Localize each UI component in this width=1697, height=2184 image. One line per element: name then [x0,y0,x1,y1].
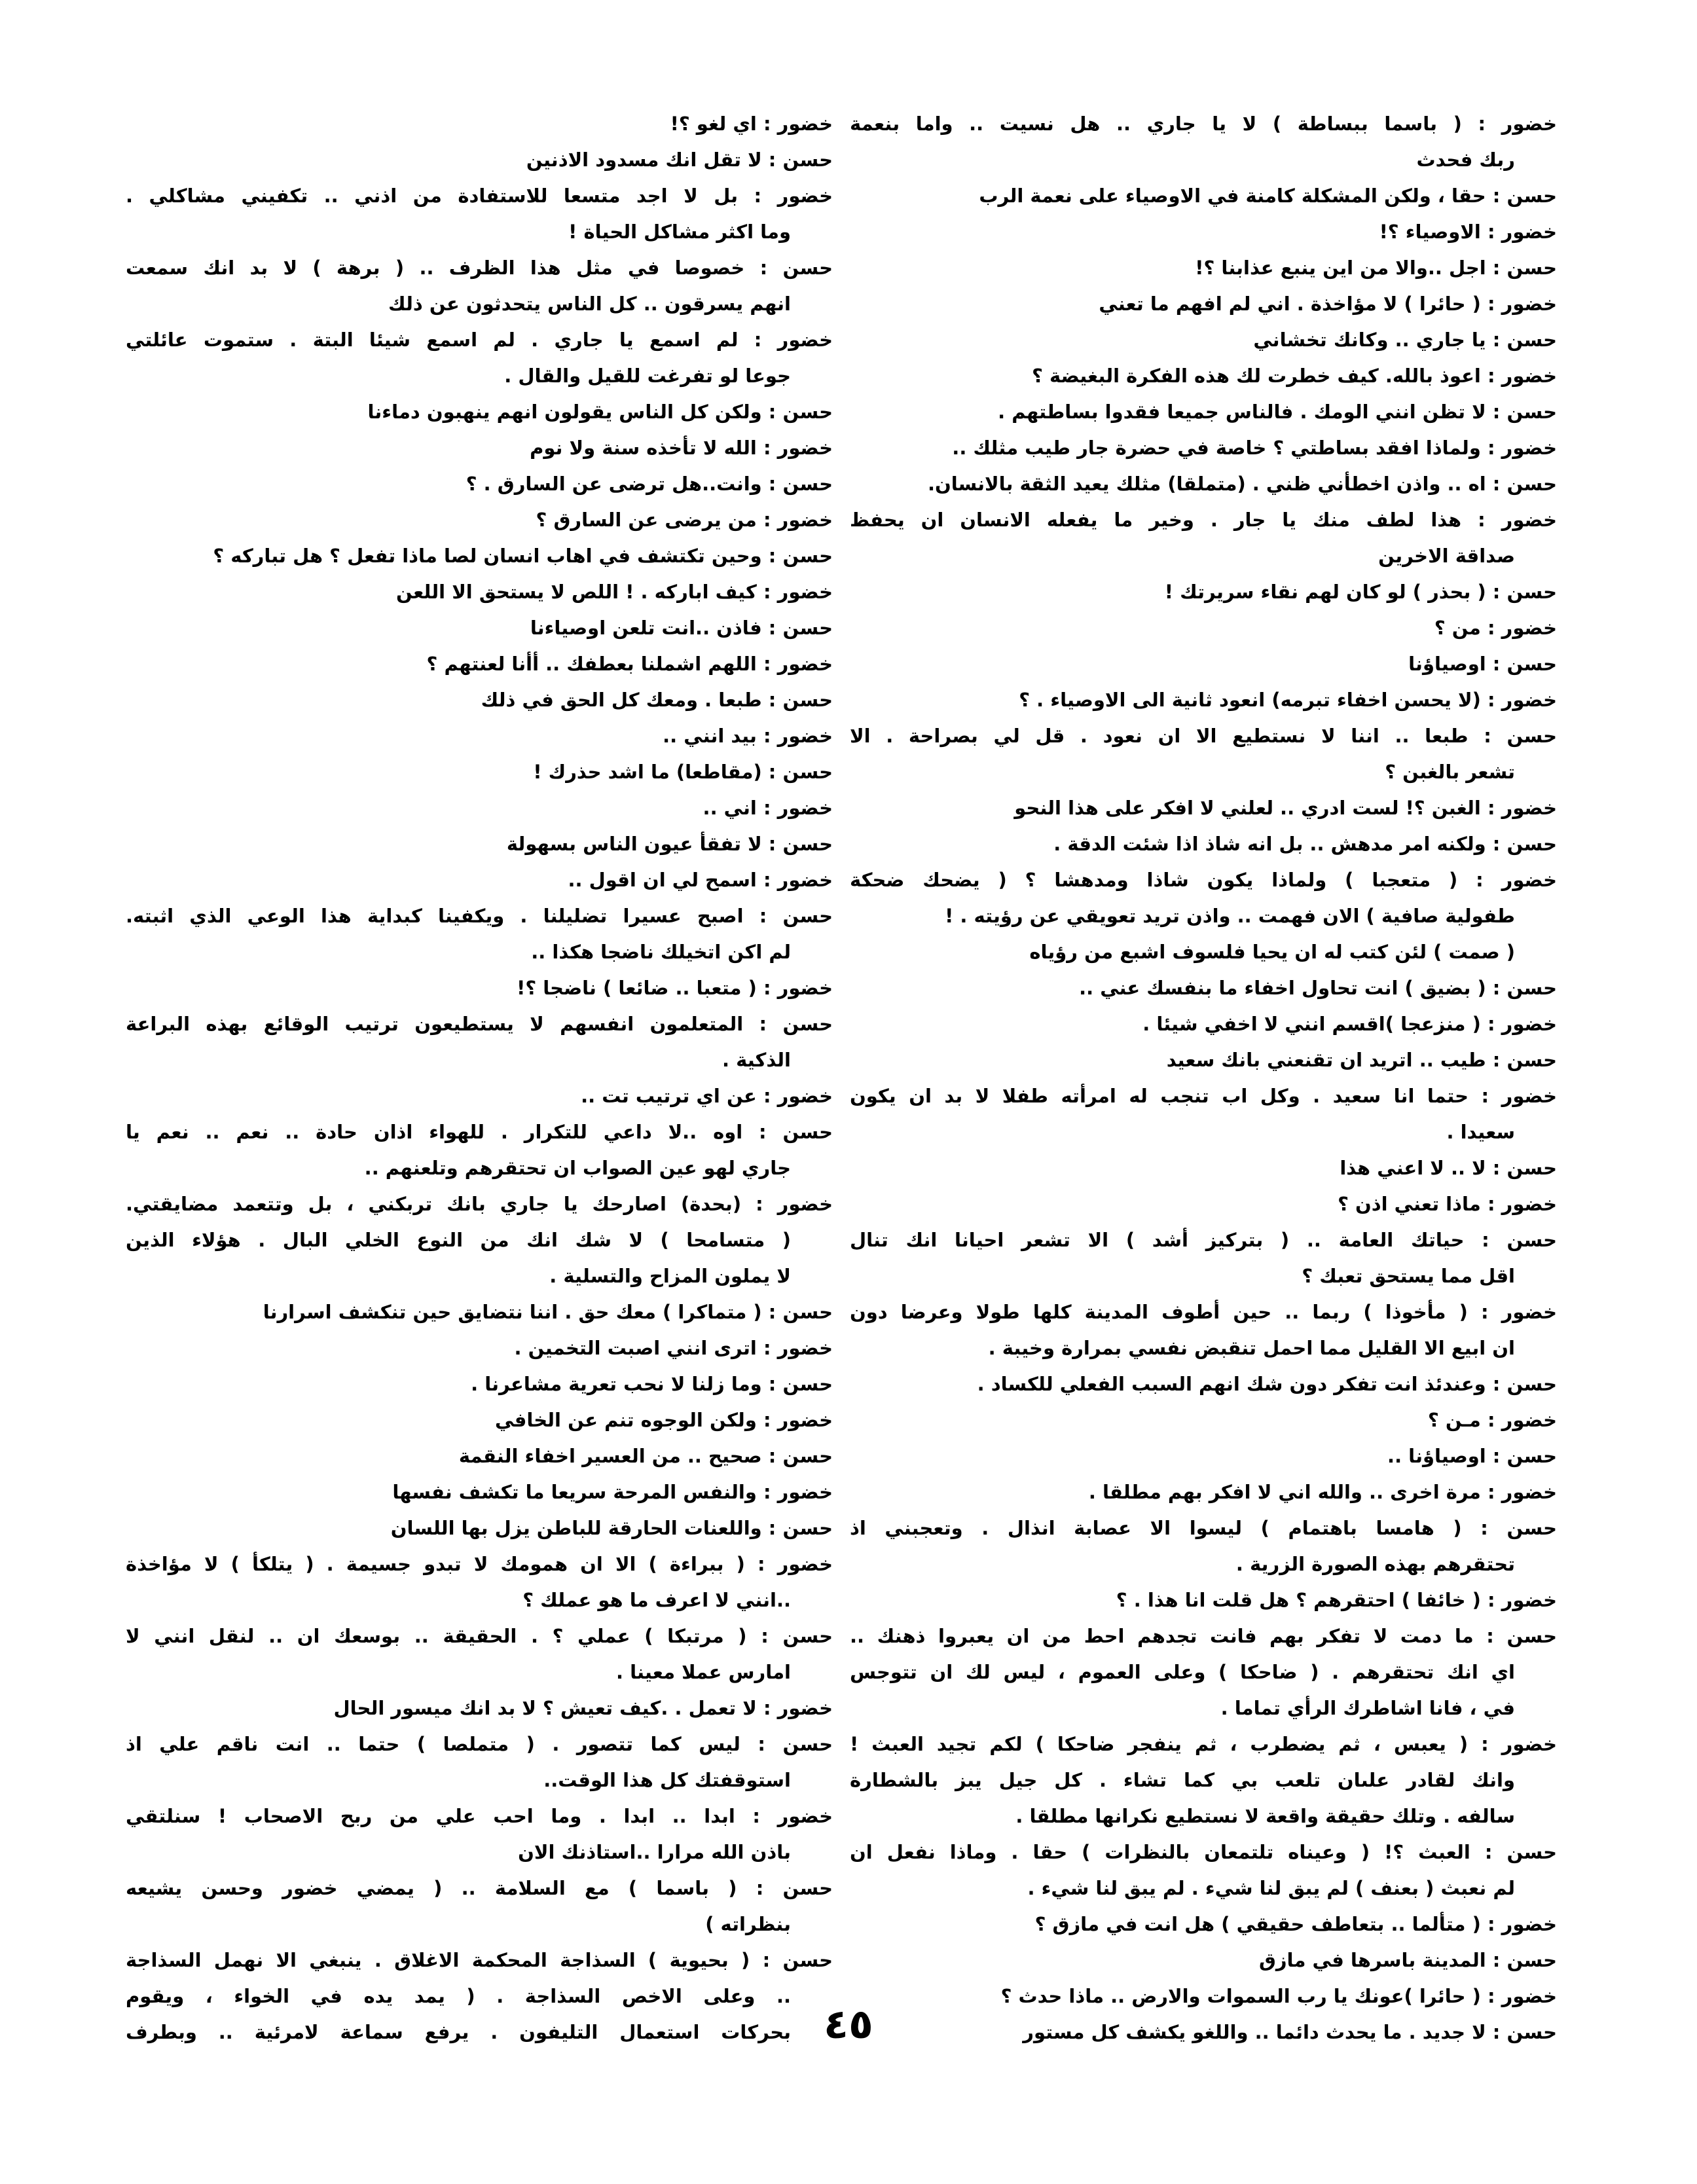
dialogue-line: خضور : من يرضى عن السارق ؟ [536,509,833,531]
dialogue-line: حسن : وحين تكتشف في اهاب انسان لصا ماذا تفعل ؟ هل تباركه ؟ [213,545,833,567]
dialogue-line: صداقة الاخرين [1378,545,1515,567]
dialogue-line: استوقفتك كل هذا الوقت.. [543,1769,791,1791]
dialogue-line: خضور : ( يعبس ، ثم يضطرب ، ثم ينفجر ضاحكا ) لكم تجيد العبث ! [850,1733,1557,1755]
dialogue-line: حسن : اجل ..والا من اين ينبع عذابنا ؟! [1195,257,1557,279]
dialogue-line: خضور : مـن ؟ [1427,1409,1557,1431]
dialogue-line: خضور : الله لا تأخذه سنة ولا نوم [530,437,833,459]
dialogue-line: ..انني لا اعرف ما هو عملك ؟ [522,1589,791,1611]
dialogue-line: حسن : ولكنه امر مدهش .. بل انه شاذ اذا شئت الدقة . [1053,833,1557,855]
dialogue-line: اي انك تحتقرهم . ( ضاحكا ) وعلى العموم ، ليس لك ان تتوجس [850,1661,1515,1683]
dialogue-line: خضور : ولماذا افقد بساطتي ؟ خاصة في حضرة جار طيب مثلك .. [952,437,1557,459]
dialogue-line: حسن : ما دمت لا تفكر بهم فانت تجدهم احط من ان يعبروا ذهنك .. [850,1625,1557,1647]
dialogue-line: حسن : ولكن كل الناس يقولون انهم ينهبون دماءنا [367,401,833,423]
dialogue-line: خضور : ( منزعجا )اقسم انني لا اخفي شيئا . [1142,1013,1557,1035]
dialogue-line: خضور : ( خائفا ) احتقرهم ؟ هل قلت انا هذا . ؟ [1116,1589,1557,1611]
dialogue-line: حسن : (مقاطعا) ما اشد حذرك ! [533,761,833,783]
dialogue-line: .. وعلى الاخص السذاجة . ( يمد يده في الخواء ، ويقوم [126,1985,791,2007]
dialogue-line: حسن : ( متماكرا ) معك حق . اننا نتضايق حين تنكشف اسرارنا [263,1301,833,1323]
dialogue-line: خضور : والنفس المرحة سريعا ما تكشف نفسها [392,1481,833,1503]
dialogue-line: حسن : المدينة باسرها في مازق [1258,1949,1557,1971]
dialogue-line: خضور : عن اي ترتيب تت .. [581,1085,833,1107]
dialogue-line: حسن : وانت..هل ترضى عن السارق . ؟ [465,473,833,495]
dialogue-line: بنظراته ) [705,1913,791,1935]
dialogue-line: حسن : ( هامسا باهتمام ) ليسوا الا عصابة انذال . وتعجبني اذ [850,1517,1557,1539]
dialogue-line: حسن : طبعا . ومعك كل الحق في ذلك [481,689,833,711]
dialogue-line: انهم يسرقون .. كل الناس يتحدثون عن ذلك [388,293,791,315]
dialogue-line: حسن : وعندئذ انت تفكر دون شك انهم السبب الفعلي للكساد . [977,1373,1557,1395]
dialogue-line: خضور : ابدا .. ابدا . وما احب علي من ربح الاصحاب ! سنلتقي [126,1805,833,1827]
dialogue-line: حسن : لا جديد . ما يحدث دائما .. واللغو يكشف كل مستور [1023,2021,1557,2043]
dialogue-line: جوعا لو تفرغت للقيل والقال . [504,365,791,387]
dialogue-line: خضور : ( متعبا .. ضائعا ) ناضجا ؟! [517,977,833,999]
dialogue-line: حسن : طيب .. اتريد ان تقنعني بانك سعيد [1166,1049,1557,1071]
right-text-column [850,106,1557,2050]
dialogue-line: حسن : اصبح عسيرا تضليلنا . ويكفينا كبداية هذا الوعي الذي اثبته. [126,905,833,927]
dialogue-line: خضور : ( متعجبا ) ولماذا يكون شاذا ومدهشا ؟ ( يضحك ضحكة [850,869,1557,891]
dialogue-line: ( صمت ) لئن كتب له ان يحيا فلسوف اشبع من رؤياه [1029,941,1515,963]
dialogue-line: لم نعبث ( بعنف ) لم يبق لنا شيء . لم يبق لنا شيء . [1027,1877,1515,1899]
dialogue-line: حسن : لا تقل انك مسدود الاذنين [526,149,833,171]
dialogue-line: طفولية صافية ) الان فهمت .. واذن تريد تعويقي عن رؤيته . ! [945,905,1515,927]
dialogue-line: ربك فحدث [1416,149,1515,171]
dialogue-line: خضور : بل لا اجد متسعا للاستفادة من اذني .. تكفيني مشاكلي . [126,185,833,207]
page-number: ٤٥ [824,2000,873,2048]
dialogue-line: حسن : لا تفقأ عيون الناس بسهولة [506,833,833,855]
dialogue-line: خضور : ( حائرا )عونك يا رب السموات والارض .. ماذا حدث ؟ [1000,1985,1557,2007]
dialogue-line: خضور : هذا لطف منك يا جار . وخير ما يفعله الانسان ان يحفظ [850,509,1557,531]
dialogue-line: حسن : واللعنات الحارقة للباطن يزل بها اللسان [390,1517,833,1539]
dialogue-line: خضور : لم اسمع يا جاري . لم اسمع شيئا البتة . ستموت عائلتي [126,329,833,351]
dialogue-line: خضور : اترى انني اصبت التخمين . [514,1337,833,1359]
dialogue-line: خضور : ولكن الوجوه تنم عن الخافي [495,1409,833,1431]
dialogue-line: حسن : صحيح .. من العسير اخفاء النقمة [458,1445,833,1467]
dialogue-line: حسن : ( بحيوية ) السذاجة المحكمة الاغلاق . ينبغي الا نهمل السذاجة [126,1949,833,1971]
dialogue-line: خضور : اعوذ بالله. كيف خطرت لك هذه الفكرة البغيضة ؟ [1032,365,1557,387]
dialogue-line: خضور : ( متألما .. بتعاطف حقيقي ) هل انت في مازق ؟ [1034,1913,1557,1935]
dialogue-line: خضور : حتما انا سعيد . وكل اب تنجب له امرأته طفلا لا بد ان يكون [850,1085,1557,1107]
dialogue-line: حسن : وما زلنا لا نحب تعرية مشاعرنا . [471,1373,833,1395]
dialogue-line: تحتقرهم بهذه الصورة الزرية . [1235,1553,1515,1575]
dialogue-line: جاري لهو عين الصواب ان تحتقرهم وتلعنهم .. [364,1157,791,1179]
dialogue-line: حسن : حياتك العامة .. ( بتركيز أشد ) الا تشعر احيانا انك تنال [850,1229,1557,1251]
dialogue-line: حسن : حقا ، ولكن المشكلة كامنة في الاوصياء على نعمة الرب [979,185,1557,207]
dialogue-line: خضور : الاوصياء ؟! [1379,221,1557,243]
left-text-column [126,106,833,2050]
dialogue-line: وانك لقادر علىان تلعب بي كما تشاء . كل جيل يبز بالشطارة [850,1769,1515,1791]
dialogue-line: سعيدا . [1446,1121,1515,1143]
dialogue-line: خضور : بيد انني .. [663,725,833,747]
dialogue-line: لا يملون المزاح والتسلية . [549,1265,791,1287]
dialogue-line: خضور : مرة اخرى .. والله اني لا افكر بهم مطلقا . [1088,1481,1557,1503]
dialogue-line: بحركات استعمال التليفون . يرفع سماعة لامرئية .. وبطرف [126,2021,791,2043]
dialogue-line: في ، فانا اشاطرك الرأي تماما . [1220,1697,1515,1719]
dialogue-line: خضور : ( باسما ببساطة ) لا يا جاري .. هل نسيت .. واما بنعمة [850,113,1557,135]
dialogue-line: الذكية . [722,1049,791,1071]
dialogue-line: خضور : اني .. [703,797,833,819]
dialogue-line: خضور : اسمح لي ان اقول .. [568,869,833,891]
dialogue-line: حسن : فاذن ..انت تلعن اوصياءنا [530,617,833,639]
dialogue-line: حسن : لا .. لا اعني هذا [1340,1157,1557,1179]
dialogue-line: حسن : المتعلمون انفسهم لا يستطيعون ترتيب الوقائع بهذه البراعة [126,1013,833,1035]
dialogue-line: حسن : اوه ..لا داعي للتكرار . للهواء اذان حادة .. نعم .. نعم يا [126,1121,833,1143]
dialogue-line: حسن : اوصياؤنا [1408,653,1557,675]
dialogue-line: خضور : ( حائرا ) لا مؤاخذة . اني لم افهم ما تعني [1099,293,1557,315]
dialogue-line: حسن : ( بحذر ) لو كان لهم نقاء سريرتك ! [1164,581,1557,603]
dialogue-line: حسن : طبعا .. اننا لا نستطيع الا ان نعود . قل لي بصراحة . الا [850,725,1557,747]
dialogue-line: تشعر بالغبن ؟ [1385,761,1515,783]
dialogue-line: خضور : لا تعمل . .كيف تعيش ؟ لا بد انك ميسور الحال [333,1697,833,1719]
dialogue-line: خضور : من ؟ [1434,617,1557,639]
dialogue-line: خضور : ماذا تعني اذن ؟ [1338,1193,1557,1215]
dialogue-line: خضور : كيف اباركه . ! اللص لا يستحق الا اللعن [395,581,833,603]
dialogue-line: خضور : ( مأخوذا ) ربما .. حين أطوف المدينة كلها طولا وعرضا دون [850,1301,1557,1323]
dialogue-line: لم اكن اتخيلك ناضجا هكذا .. [531,941,791,963]
dialogue-line: حسن : اه .. واذن اخطأني ظني . (متملقا) مثلك يعيد الثقة بالانسان. [927,473,1557,495]
dialogue-line: ( متسامحا ) لا شك انك من النوع الخلي البال . هؤلاء الذين [126,1229,791,1251]
dialogue-line: حسن : اوصياؤنا .. [1387,1445,1557,1467]
dialogue-line: ان ابيع الا القليل مما احمل تنقبض نفسي بمرارة وخيبة . [988,1337,1515,1359]
dialogue-line: باذن الله مرارا ..استاذنك الان [518,1841,791,1863]
dialogue-line: حسن : يا جاري .. وكانك تخشاني [1253,329,1557,351]
dialogue-line: خضور : ( ببراءة ) الا ان همومك لا تبدو جسيمة . ( يتلكأ ) لا مؤاخذة [126,1553,833,1575]
dialogue-line: وما اكثر مشاكل الحياة ! [568,221,791,243]
dialogue-line: حسن : العبث ؟! ( وعيناه تلتمعان بالنظرات ) حقا . وماذا نفعل ان [850,1841,1557,1863]
dialogue-line: حسن : لا تظن انني الومك . فالناس جميعا فقدوا بساطتهم . [998,401,1557,423]
dialogue-line: سالفه . وتلك حقيقة واقعة لا نستطيع نكرانها مطلقا . [1015,1805,1515,1827]
dialogue-line: حسن : خصوصا في مثل هذا الظرف .. ( برهة ) لا بد انك سمعت [126,257,833,279]
dialogue-line: حسن : ليس كما تتصور . ( متملصا ) حتما .. انت ناقم علي اذ [126,1733,833,1755]
dialogue-line: حسن : ( بضيق ) انت تحاول اخفاء ما بنفسك عني .. [1079,977,1557,999]
dialogue-line: حسن : ( باسما ) مع السلامة .. ( يمضي خضور وحسن يشيعه [126,1877,833,1899]
dialogue-line: خضور : (لا يحسن اخفاء تبرمه) انعود ثانية الى الاوصياء . ؟ [1019,689,1557,711]
dialogue-line: حسن : ( مرتبكا ) عملي ؟ . الحقيقة .. بوسعك ان .. لنقل انني لا [126,1625,833,1647]
dialogue-line: خضور : اي لغو ؟! [670,113,833,135]
dialogue-line: اقل مما يستحق تعبك ؟ [1302,1265,1515,1287]
dialogue-line: خضور : (بحدة) اصارحك يا جاري بانك تربكني ، بل وتتعمد مضايقتي. [126,1193,833,1215]
dialogue-line: خضور : اللهم اشملنا بعطفك .. أأنا لعنتهم ؟ [426,653,833,675]
dialogue-line: امارس عملا معينا . [616,1661,791,1683]
dialogue-line: خضور : الغبن ؟! لست ادري .. لعلني لا افكر على هذا النحو [1014,797,1557,819]
